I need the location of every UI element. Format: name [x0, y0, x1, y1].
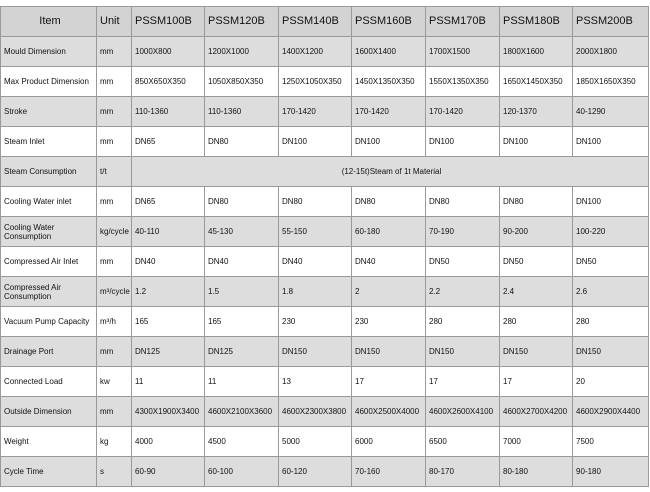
value-cell: 60-120: [279, 457, 352, 487]
row-label: Steam Consumption: [1, 157, 97, 187]
value-cell: 7000: [500, 427, 573, 457]
value-cell: DN100: [279, 127, 352, 157]
value-cell: 60-100: [205, 457, 279, 487]
table-row: [1, 457, 649, 487]
unit-cell: m³/cycle: [97, 277, 132, 307]
unit-cell: t/t: [97, 157, 132, 187]
value-cell: DN50: [500, 247, 573, 277]
unit-cell: mm: [97, 247, 132, 277]
value-cell: 1850X1650X350: [573, 67, 649, 97]
value-cell: 2.2: [426, 277, 500, 307]
value-cell: 13: [279, 367, 352, 397]
value-cell: 1.5: [205, 277, 279, 307]
column-header: PSSM140B: [279, 7, 352, 37]
value-cell: DN80: [205, 187, 279, 217]
column-header: PSSM200B: [573, 7, 649, 37]
row-label: Mould Dimension: [1, 37, 97, 67]
value-cell: DN40: [132, 247, 205, 277]
value-cell: 170-1420: [352, 97, 426, 127]
value-cell: 45-130: [205, 217, 279, 247]
unit-cell: mm: [97, 67, 132, 97]
unit-cell: m³/h: [97, 307, 132, 337]
merged-value-cell: (12-15t)Steam of 1t Material: [132, 157, 649, 187]
value-cell: 80-180: [500, 457, 573, 487]
value-cell: 4600X2600X4100: [426, 397, 500, 427]
column-header: PSSM120B: [205, 7, 279, 37]
table-row: [1, 397, 649, 427]
value-cell: 170-1420: [426, 97, 500, 127]
value-cell: 1550X1350X350: [426, 67, 500, 97]
table-row: [1, 37, 649, 67]
value-cell: 165: [132, 307, 205, 337]
value-cell: 110-1360: [205, 97, 279, 127]
header-row: [1, 7, 649, 37]
unit-cell: kg: [97, 427, 132, 457]
table-row: [1, 367, 649, 397]
value-cell: 6000: [352, 427, 426, 457]
value-cell: 1650X1450X350: [500, 67, 573, 97]
row-label: Cooling Water Consumption: [1, 217, 97, 247]
value-cell: DN150: [279, 337, 352, 367]
value-cell: DN65: [132, 187, 205, 217]
column-header: Unit: [97, 7, 132, 37]
table-row: [1, 427, 649, 457]
value-cell: DN50: [426, 247, 500, 277]
unit-cell: kw: [97, 367, 132, 397]
value-cell: DN125: [205, 337, 279, 367]
table-body: [1, 37, 649, 487]
value-cell: 280: [500, 307, 573, 337]
value-cell: 90-200: [500, 217, 573, 247]
row-label: Max Product Dimension: [1, 67, 97, 97]
value-cell: 17: [352, 367, 426, 397]
column-header: PSSM180B: [500, 7, 573, 37]
value-cell: DN150: [426, 337, 500, 367]
value-cell: 280: [573, 307, 649, 337]
value-cell: DN40: [279, 247, 352, 277]
value-cell: 850X650X350: [132, 67, 205, 97]
value-cell: 4600X2300X3800: [279, 397, 352, 427]
value-cell: DN100: [573, 127, 649, 157]
value-cell: 40-110: [132, 217, 205, 247]
value-cell: DN80: [426, 187, 500, 217]
value-cell: 17: [500, 367, 573, 397]
value-cell: DN40: [352, 247, 426, 277]
value-cell: 40-1290: [573, 97, 649, 127]
value-cell: 2.4: [500, 277, 573, 307]
value-cell: DN150: [500, 337, 573, 367]
table-row: [1, 127, 649, 157]
unit-cell: mm: [97, 337, 132, 367]
value-cell: DN100: [426, 127, 500, 157]
unit-cell: mm: [97, 127, 132, 157]
value-cell: 1250X1050X350: [279, 67, 352, 97]
value-cell: 60-180: [352, 217, 426, 247]
value-cell: 170-1420: [279, 97, 352, 127]
column-header: PSSM170B: [426, 7, 500, 37]
value-cell: 120-1370: [500, 97, 573, 127]
value-cell: 90-180: [573, 457, 649, 487]
unit-cell: mm: [97, 97, 132, 127]
value-cell: 1.8: [279, 277, 352, 307]
value-cell: DN150: [352, 337, 426, 367]
row-label: Outside Dimension: [1, 397, 97, 427]
value-cell: 11: [132, 367, 205, 397]
specification-table: [0, 6, 649, 487]
unit-cell: mm: [97, 37, 132, 67]
table-row: [1, 67, 649, 97]
value-cell: 110-1360: [132, 97, 205, 127]
table-row: [1, 187, 649, 217]
value-cell: 1700X1500: [426, 37, 500, 67]
row-label: Vacuum Pump Capacity: [1, 307, 97, 337]
value-cell: 230: [279, 307, 352, 337]
value-cell: 4600X2700X4200: [500, 397, 573, 427]
value-cell: 1.2: [132, 277, 205, 307]
value-cell: 1400X1200: [279, 37, 352, 67]
value-cell: 2000X1800: [573, 37, 649, 67]
value-cell: 5000: [279, 427, 352, 457]
column-header: PSSM160B: [352, 7, 426, 37]
value-cell: DN80: [205, 127, 279, 157]
value-cell: DN80: [500, 187, 573, 217]
value-cell: 230: [352, 307, 426, 337]
unit-cell: s: [97, 457, 132, 487]
row-label: Drainage Port: [1, 337, 97, 367]
row-label: Cooling Water inlet: [1, 187, 97, 217]
value-cell: 2: [352, 277, 426, 307]
value-cell: 4600X2100X3600: [205, 397, 279, 427]
unit-cell: mm: [97, 397, 132, 427]
value-cell: 2.6: [573, 277, 649, 307]
value-cell: DN80: [352, 187, 426, 217]
value-cell: 280: [426, 307, 500, 337]
value-cell: 1200X1000: [205, 37, 279, 67]
value-cell: 6500: [426, 427, 500, 457]
value-cell: 17: [426, 367, 500, 397]
row-label: Cycle Time: [1, 457, 97, 487]
value-cell: DN100: [352, 127, 426, 157]
value-cell: 4600X2900X4400: [573, 397, 649, 427]
table-row: [1, 97, 649, 127]
table-row: [1, 247, 649, 277]
row-label: Compressed Air Consumption: [1, 277, 97, 307]
value-cell: DN100: [500, 127, 573, 157]
table-row: [1, 277, 649, 307]
value-cell: 80-170: [426, 457, 500, 487]
value-cell: 60-90: [132, 457, 205, 487]
value-cell: 4600X2500X4000: [352, 397, 426, 427]
row-label: Compressed Air Inlet: [1, 247, 97, 277]
unit-cell: kg/cycle: [97, 217, 132, 247]
value-cell: 100-220: [573, 217, 649, 247]
value-cell: 11: [205, 367, 279, 397]
value-cell: 55-150: [279, 217, 352, 247]
value-cell: 1050X850X350: [205, 67, 279, 97]
value-cell: DN80: [279, 187, 352, 217]
value-cell: DN150: [573, 337, 649, 367]
value-cell: 1450X1350X350: [352, 67, 426, 97]
row-label: Steam Inlet: [1, 127, 97, 157]
value-cell: 1800X1600: [500, 37, 573, 67]
row-label: Weight: [1, 427, 97, 457]
row-label: Stroke: [1, 97, 97, 127]
table-row: [1, 307, 649, 337]
column-header: Item: [1, 7, 97, 37]
value-cell: 1600X1400: [352, 37, 426, 67]
value-cell: DN125: [132, 337, 205, 367]
unit-cell: mm: [97, 187, 132, 217]
value-cell: 70-160: [352, 457, 426, 487]
table-row: [1, 337, 649, 367]
value-cell: 20: [573, 367, 649, 397]
value-cell: DN40: [205, 247, 279, 277]
table-row: [1, 157, 649, 187]
value-cell: DN65: [132, 127, 205, 157]
value-cell: 4000: [132, 427, 205, 457]
value-cell: DN100: [573, 187, 649, 217]
row-label: Connected Load: [1, 367, 97, 397]
value-cell: 165: [205, 307, 279, 337]
value-cell: 7500: [573, 427, 649, 457]
column-header: PSSM100B: [132, 7, 205, 37]
value-cell: 4500: [205, 427, 279, 457]
value-cell: 1000X800: [132, 37, 205, 67]
value-cell: 70-190: [426, 217, 500, 247]
table-row: [1, 217, 649, 247]
value-cell: 4300X1900X3400: [132, 397, 205, 427]
value-cell: DN50: [573, 247, 649, 277]
